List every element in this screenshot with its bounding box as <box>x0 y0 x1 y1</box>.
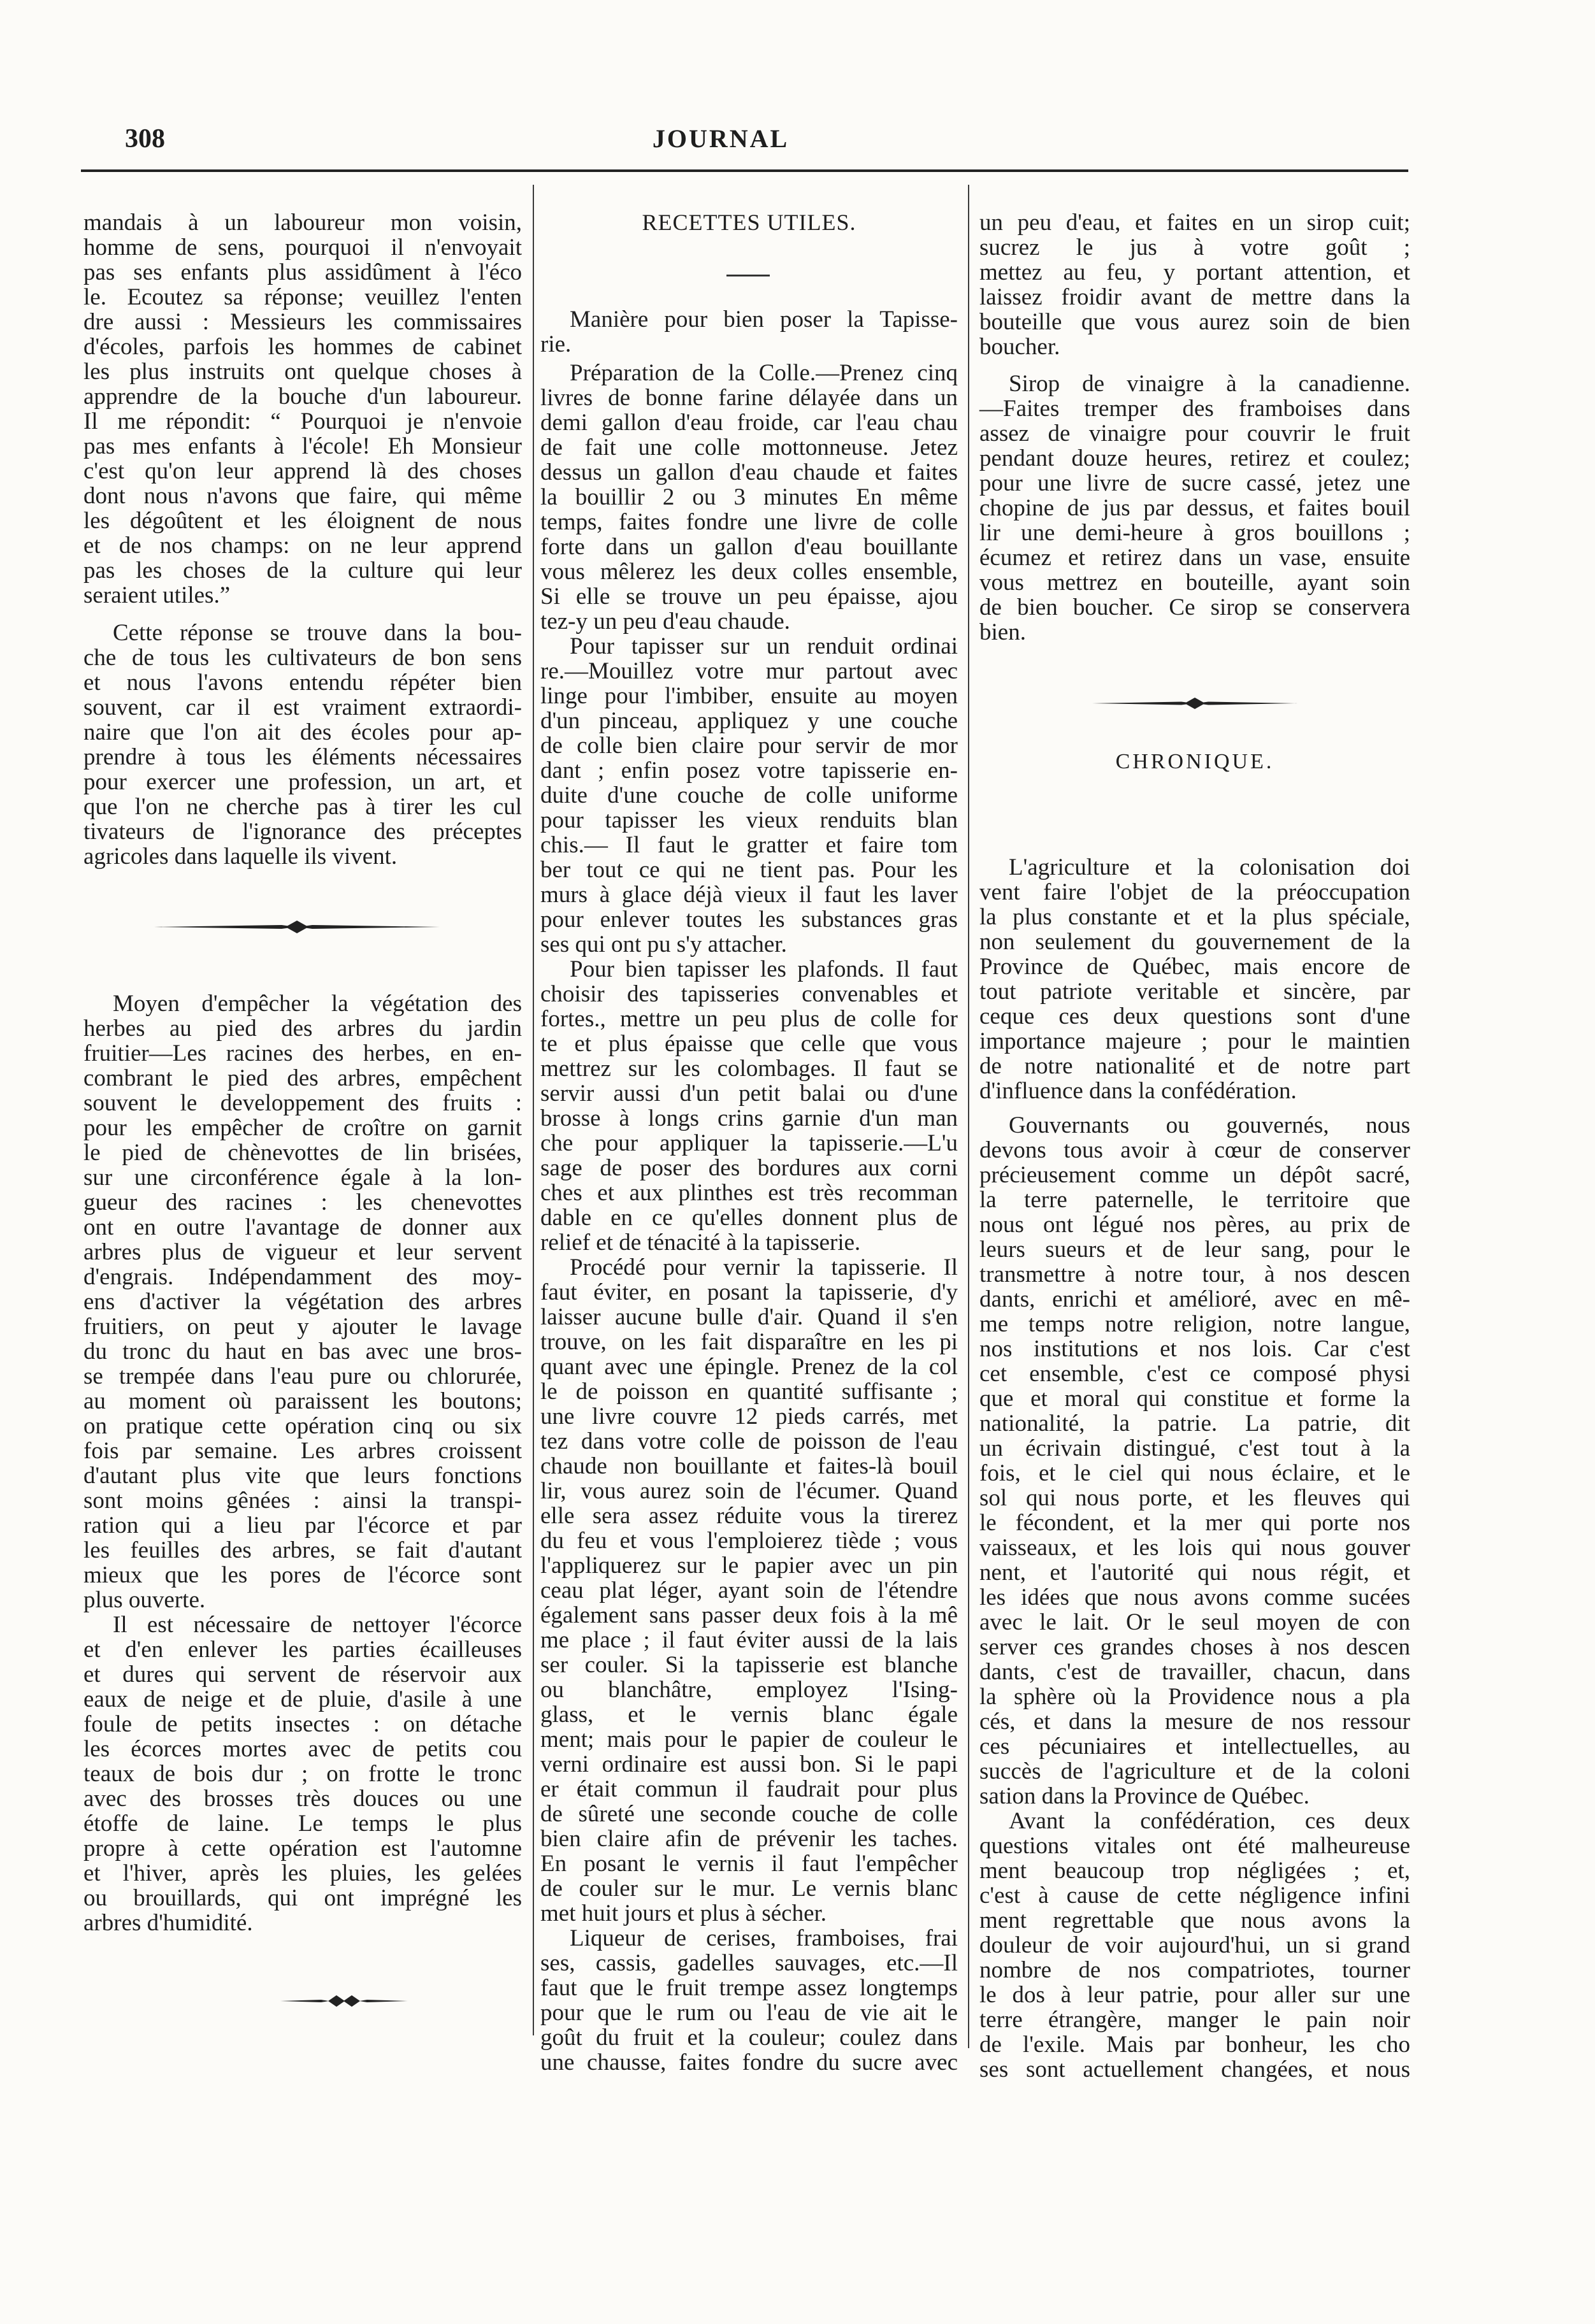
column-2 <box>540 0 958 2324</box>
text-line: nationalité, la patrie. La patrie, dit <box>979 1410 1410 1437</box>
text-line: le dos à leur patrie, pour aller sur une <box>979 1982 1410 2008</box>
text-line: chis.— Il faut le gratter et faire tom <box>540 832 958 858</box>
diamond-ornament <box>343 1995 360 2007</box>
text-line: de couler sur le mur. Le vernis blanc <box>540 1876 958 1902</box>
text-line: quant avec une épingle. Prenez de la col <box>540 1354 958 1380</box>
text-line: d'écoles, parfois les hommes de cabinet <box>83 334 522 360</box>
text-line: propre à cette opération est l'automne <box>83 1835 522 1861</box>
text-line: douleur de voir aujourd'hui, un si grand <box>979 1932 1410 1958</box>
paragraph <box>540 1255 958 1926</box>
text-line: également sans passer deux fois à la mê <box>540 1602 958 1628</box>
text-line: agricoles dans laquelle ils vivent. <box>83 843 398 870</box>
text-line: server ces grandes choses à nos descen <box>979 1634 1410 1660</box>
text-line: importance majeure ; pour le maintien <box>979 1028 1410 1054</box>
text-line: verni ordinaire est aussi bon. Si le papi <box>540 1751 958 1777</box>
text-line: pendant douze heures, retirez et coulez; <box>979 445 1410 471</box>
text-line: combrant le pied des arbres, empêchent <box>83 1065 522 1091</box>
text-line: dant ; enfin posez votre tapisserie en- <box>540 757 958 784</box>
text-line: re.—Mouillez votre mur partout avec <box>540 658 958 684</box>
paragraph <box>979 1113 1410 1809</box>
text-line: sucrez le jus à votre goût ; <box>979 234 1410 261</box>
text-line: Pour bien tapisser les plafonds. Il faut <box>570 956 958 982</box>
text-line: les plus instruits ont quelque choses à <box>83 359 522 385</box>
text-line: homme de sens, pourquoi il n'envoyait <box>83 234 522 261</box>
text-line: me temps notre religion, notre langue, <box>979 1311 1410 1337</box>
text-line: mieux que les pores de l'écorce sont <box>83 1562 522 1588</box>
text-line: d'un pinceau, appliquez y une couche <box>540 708 958 734</box>
diamond-ornament <box>328 1995 345 2007</box>
text-line: nent, et l'autorité qui nous régit, et <box>979 1560 1410 1586</box>
ornament-divider <box>1092 694 1297 712</box>
paragraph <box>979 371 1410 645</box>
column-3 <box>979 0 1410 2324</box>
text-line: Il est nécessaire de nettoyer l'écorce <box>113 1612 522 1638</box>
text-line: me place ; il faut éviter aussi de la lais <box>540 1627 958 1653</box>
text-line: questions vitales ont été malheureuse <box>979 1833 1410 1859</box>
section-title: CHRONIQUE. <box>1115 750 1274 773</box>
text-line: le pied de chènevottes de lin brisées, <box>83 1140 522 1166</box>
text-line: rie. <box>540 331 572 357</box>
text-line: En posant le vernis il faut l'empêcher <box>540 1851 958 1877</box>
text-line: la sphère où la Providence nous a pla <box>979 1684 1410 1710</box>
text-line: Sirop de vinaigre à la canadienne. <box>1009 371 1410 397</box>
text-line: non seulement du gouvernement de la <box>979 929 1410 955</box>
text-line: tivateurs de l'ignorance des préceptes <box>83 819 522 845</box>
text-line: le de poisson en quantité suffisante ; <box>540 1379 958 1405</box>
text-line: tout patriote veritable et sincère, par <box>979 979 1410 1005</box>
text-line: nombre de nos compatriotes, tourner <box>979 1957 1410 1983</box>
text-line: se trempée dans l'eau pure ou chlorurée, <box>83 1363 522 1389</box>
text-line: cet ensemble, c'est ce composé physi <box>979 1361 1410 1387</box>
text-line: te et plus épaisse que celle que vous <box>540 1031 958 1057</box>
text-line: et dures qui servent de réservoir aux <box>83 1661 522 1688</box>
text-line: précieusement comme un dépôt sacré, <box>979 1162 1410 1188</box>
text-line: on pratique cette opération cinq ou six <box>83 1413 522 1439</box>
text-line: mettrez sur les colombages. Il faut se <box>540 1056 958 1082</box>
paragraph <box>540 1926 958 2075</box>
ornament-line <box>1092 702 1194 705</box>
text-line: sont moins gênées : ainsi la transpi- <box>83 1488 522 1514</box>
text-line: laisser aucune bulle d'air. Quand il s'en <box>540 1304 958 1330</box>
paragraph <box>540 361 958 634</box>
text-line: dont nous n'avons que faire, qui même <box>83 483 522 509</box>
paragraph <box>540 957 958 1255</box>
text-line: pour exercer une profession, un art, et <box>83 769 522 795</box>
text-line: du feu et vous l'emploierez tiède ; vous <box>540 1528 958 1554</box>
text-line: pour enlever toutes les substances gras <box>540 907 958 933</box>
text-line: vaisseaux, et les lois qui nous gouver <box>979 1535 1410 1561</box>
text-line: ration qui a lieu par l'écorce et par <box>83 1512 522 1539</box>
section-title: RECETTES UTILES. <box>642 210 856 235</box>
text-line: c'est à cause de cette négligence infini <box>979 1883 1410 1909</box>
text-line: pas ses enfants plus assidûment à l'éco <box>83 259 522 285</box>
text-line: le. Ecoutez sa réponse; veuillez l'enten <box>83 284 522 310</box>
text-line: bien claire afin de prévenir les taches. <box>540 1826 958 1852</box>
text-line: transmettre à notre tour, à nos descen <box>979 1261 1410 1288</box>
text-line: arbres d'humidité. <box>83 1910 253 1936</box>
text-line: plus ouverte. <box>83 1587 206 1613</box>
text-line: boucher. <box>979 334 1060 360</box>
text-line: sage de poser des bordures aux corni <box>540 1155 958 1181</box>
text-line: arbres plus de vigueur et leur servent <box>83 1239 522 1265</box>
text-line: Procédé pour vernir la tapisserie. Il <box>570 1254 958 1280</box>
text-line: de notre nationalité et de notre part <box>979 1053 1410 1079</box>
text-line: dants, enrichi et amélioré, avec en mê- <box>979 1286 1410 1312</box>
text-line: pour une livre de sucre cassé, jetez une <box>979 470 1410 496</box>
text-line: tez dans votre colle de poisson de l'eau <box>540 1428 958 1454</box>
text-line: pas les choses de la culture qui leur <box>83 557 522 584</box>
text-line: murs à glace déjà vieux il faut les laver <box>540 882 958 908</box>
text-line: la bouillir 2 ou 3 minutes En même <box>540 484 958 510</box>
text-line: un écrivain distingué, c'est tout à la <box>979 1435 1410 1461</box>
paragraph <box>83 620 522 869</box>
text-line: sol qui nous porte, et les fleuves qui <box>979 1485 1410 1511</box>
text-line: d'influence dans la confédération. <box>979 1078 1297 1104</box>
page-number: 308 <box>125 124 165 154</box>
text-line: linge pour l'imbiber, ensuite au moyen <box>540 683 958 709</box>
text-line: temps, faites fondre une livre de colle <box>540 509 958 535</box>
text-line: bien. <box>979 619 1026 645</box>
ornament-divider <box>280 1993 408 2009</box>
text-line: les idées que nous avons comme sucées <box>979 1584 1410 1610</box>
text-line: cés, et dans la mesure de nos ressour <box>979 1709 1410 1735</box>
text-line: la plus constante et et la plus spéciale, <box>979 904 1410 930</box>
text-line: trouve, on les fait disparaître en les pi <box>540 1329 958 1355</box>
text-line: Si elle se trouve un peu épaisse, ajou <box>540 584 958 610</box>
text-line: et l'hiver, après les pluies, les gelées <box>83 1860 522 1886</box>
text-line: servir aussi d'un petit balai ou d'une <box>540 1080 958 1107</box>
text-line: Avant la confédération, ces deux <box>1009 1808 1410 1834</box>
text-line: terre étrangère, manger le pain noir <box>979 2007 1410 2033</box>
paragraph <box>83 1612 522 1935</box>
text-line: ses qui ont pu s'y attacher. <box>540 931 787 958</box>
text-line: ont en outre l'avantage de donner aux <box>83 1214 522 1240</box>
text-line: demi gallon d'eau froide, car l'eau chau <box>540 410 958 436</box>
text-line: livres de bonne farine délayée dans un <box>540 385 958 411</box>
text-line: une chausse, faites fondre du sucre avec <box>540 2049 958 2076</box>
text-line: pour que le rum ou l'eau de vie ait le <box>540 2000 958 2026</box>
text-line: devons tous avoir à cœur de conserver <box>979 1137 1410 1163</box>
text-line: du tronc du haut en bas avec une bros- <box>83 1338 522 1365</box>
text-line: étoffe de laine. Le temps le plus <box>83 1811 522 1837</box>
text-line: fois, et le ciel qui nous éclaire, et le <box>979 1460 1410 1486</box>
text-line: de sûreté une seconde couche de colle <box>540 1801 958 1827</box>
column-divider <box>533 185 534 2035</box>
text-line: Pour tapisser sur un renduit ordinai <box>570 633 958 659</box>
text-line: pour les empêcher de croître on garnit <box>83 1115 522 1141</box>
paragraph <box>83 210 522 608</box>
text-line: de l'exile. Mais par bonheur, les cho <box>979 2032 1410 2058</box>
text-line: et d'en enlever les parties écailleuses <box>83 1637 522 1663</box>
text-line: seraient utiles.” <box>83 582 231 608</box>
paragraph <box>540 634 958 957</box>
text-line: Il me répondit: “ Pourquoi je n'envoie <box>83 408 522 434</box>
text-line: le fécondent, et la mer qui porte nos <box>979 1510 1410 1536</box>
text-line: une livre couvre 12 pieds carrés, met <box>540 1403 958 1430</box>
text-line: duite d'une couche de colle uniforme <box>540 782 958 808</box>
text-line: che pour appliquer la tapisserie.—L'u <box>540 1130 958 1156</box>
text-line: au moment où paraissent les boutons; <box>83 1388 522 1414</box>
text-line: nos institutions et nos lois. Car c'est <box>979 1336 1410 1362</box>
text-line: prendre à tous les éléments nécessaires <box>83 744 522 770</box>
text-line: et nous l'avons entendu répéter bien <box>83 670 522 696</box>
text-line: ces pécuniaires et intellectuelles, au <box>979 1733 1410 1760</box>
text-line: que et moral qui constitue et forme la <box>979 1386 1410 1412</box>
column-1 <box>83 0 522 2324</box>
text-line: les feuilles des arbres, se fait d'autant <box>83 1537 522 1563</box>
text-line: fortes., mettre un peu plus de colle for <box>540 1006 958 1032</box>
paragraph <box>979 1809 1410 2082</box>
text-line: relief et de ténacité à la tapisserie. <box>540 1230 861 1256</box>
text-line: chopine de jus par dessus, et faites bouil <box>979 495 1410 521</box>
ornament-divider <box>154 917 440 936</box>
text-line: dants, c'est de travailler, chacun, dans <box>979 1659 1410 1685</box>
text-line: Cette réponse se trouve dans la bou- <box>113 620 522 646</box>
text-line: que l'on ne cherche pas à tirer les cul <box>83 794 522 820</box>
text-line: fruitiers, on peut y ajouter le lavage <box>83 1314 522 1340</box>
text-line: ches et aux plinthes est très recomman <box>540 1180 958 1206</box>
ornament-line <box>359 2000 408 2002</box>
text-line: herbes au pied des arbres du jardin <box>83 1015 522 1042</box>
title-underline <box>726 275 770 276</box>
text-line: che de tous les cultivateurs de bon sens <box>83 645 522 671</box>
text-line: goût du fruit et la couleur; coulez dans <box>540 2025 958 2051</box>
text-line: un peu d'eau, et faites en un sirop cuit; <box>979 210 1410 236</box>
text-line: chaude non bouillante et faites-là bouil <box>540 1453 958 1479</box>
text-line: dre aussi : Messieurs les commissaires <box>83 309 522 335</box>
diamond-ornament <box>1185 698 1205 709</box>
text-line: tez-y un peu d'eau chaude. <box>540 608 790 635</box>
text-line: faut éviter, en posant la tapisserie, d'y <box>540 1279 958 1305</box>
text-line: vous mêlerez les deux colles ensemble, <box>540 559 958 585</box>
text-line: Préparation de la Colle.—Prenez cinq <box>570 360 958 386</box>
text-line: assez de vinaigre pour couvrir le fruit <box>979 420 1410 447</box>
text-line: L'agriculture et la colonisation doi <box>1009 854 1410 880</box>
paragraph <box>979 210 1410 359</box>
text-line: mettez au feu, y portant attention, et <box>979 259 1410 285</box>
diamond-ornament <box>285 921 308 933</box>
text-line: forte dans un gallon d'eau bouillante <box>540 534 958 560</box>
text-line: Province de Québec, mais encore de <box>979 954 1410 980</box>
text-line: brosse à longs crins garnie d'un man <box>540 1105 958 1131</box>
text-line: avec des brosses très douces ou une <box>83 1786 522 1812</box>
text-line: fois par semaine. Les arbres croissent <box>83 1438 522 1464</box>
text-line: Liqueur de cerises, framboises, frai <box>570 1925 958 1951</box>
text-line: gueur des racines : les chenevottes <box>83 1189 522 1216</box>
text-line: d'engrais. Indépendamment des moy- <box>83 1264 522 1290</box>
text-line: foule de petits insectes : on détache <box>83 1711 522 1737</box>
text-line: les écorces mortes avec de petits cou <box>83 1736 522 1762</box>
text-line: ment; mais pour le papier de couleur le <box>540 1726 958 1753</box>
text-line: pas mes enfants à l'école! Eh Monsieur <box>83 433 522 459</box>
text-line: vous mettrez en bouteille, ayant soin <box>979 570 1410 596</box>
journal-title: JOURNAL <box>652 124 790 153</box>
text-line: de colle bien claire pour servir de mor <box>540 733 958 759</box>
text-line: faut que le fruit trempe assez longtemps <box>540 1975 958 2001</box>
text-line: nous ont légué nos pères, au prix de <box>979 1212 1410 1238</box>
text-line: ou brouillards, qui ont imprégné les <box>83 1885 522 1911</box>
text-line: er était commun il faudrait pour plus <box>540 1776 958 1802</box>
text-line: ber tout ce qui ne tient pas. Pour les <box>540 857 958 883</box>
paragraph <box>83 991 522 1612</box>
text-line: ses sont actuellement changées, et nous <box>979 2056 1410 2083</box>
paragraph <box>979 855 1410 1103</box>
text-line: laissez froidir avant de mettre dans la <box>979 284 1410 310</box>
text-line: Moyen d'empêcher la végétation des <box>113 991 522 1017</box>
text-line: sation dans la Province de Québec. <box>979 1783 1310 1809</box>
text-line: l'appliquerez sur le papier avec un pin <box>540 1553 958 1579</box>
text-line: ment regrettable que nous avons la <box>979 1907 1410 1933</box>
text-line: fruitier—Les racines des herbes, en en- <box>83 1040 522 1066</box>
text-line: eaux de neige et de pluie, d'asile à une <box>83 1686 522 1712</box>
text-line: c'est qu'on leur apprend là des choses <box>83 458 522 484</box>
ornament-line <box>1196 702 1297 705</box>
text-line: souvent, car il est vraiment extraordi- <box>83 694 522 721</box>
text-line: Manière pour bien poser la Tapisse- <box>570 306 958 333</box>
text-line: ceque ces deux questions sont d'une <box>979 1003 1410 1029</box>
ornament-line <box>298 925 440 929</box>
text-line: dessus un gallon d'eau chaude et faites <box>540 459 958 485</box>
text-line: et de nos champs: on ne leur apprend <box>83 533 522 559</box>
text-line: d'autant plus vite que leurs fonctions <box>83 1463 522 1489</box>
text-line: glass, et le vernis blanc égale <box>540 1702 958 1728</box>
text-line: les dégoûtent et les éloignent de nous <box>83 508 522 534</box>
text-line: choisir des tapisseries convenables et <box>540 981 958 1007</box>
text-line: souvent le developpement des fruits : <box>83 1090 522 1116</box>
ornament-line <box>280 2000 329 2002</box>
text-line: la terre paternelle, le territoire que <box>979 1187 1410 1213</box>
text-line: vent faire l'objet de la préoccupation <box>979 879 1410 905</box>
text-line: lir une demi-heure à gros bouillons ; <box>979 520 1410 546</box>
text-line: Gouvernants ou gouvernés, nous <box>1009 1112 1410 1138</box>
text-line: dable en ce qu'elles donnent plus de <box>540 1205 958 1231</box>
text-line: bouteille que vous aurez soin de bien <box>979 309 1410 335</box>
column-divider <box>968 185 969 2048</box>
text-line: sur une circonférence égale à la lon- <box>83 1165 522 1191</box>
text-line: ses, cassis, gadelles sauvages, etc.—Il <box>540 1950 958 1976</box>
text-line: mandais à un laboureur mon voisin, <box>83 210 522 236</box>
text-line: apprendre de la bouche d'un laboureur. <box>83 384 522 410</box>
text-line: de bien boucher. Ce sirop se conservera <box>979 594 1410 620</box>
ornament-line <box>154 925 296 929</box>
text-line: teaux de bois dur ; on frotte le tronc <box>83 1761 522 1787</box>
text-line: avec le lait. Or le seul moyen de con <box>979 1609 1410 1635</box>
text-line: ceau plat léger, ayant soin de l'étendre <box>540 1577 958 1603</box>
text-line: met huit jours et plus à sécher. <box>540 1900 827 1926</box>
text-line: ment beaucoup trop négligées ; et, <box>979 1858 1410 1884</box>
subheading <box>540 307 958 357</box>
text-line: ser couler. Si la tapisserie est blanche <box>540 1652 958 1678</box>
text-line: naire que l'on ait des écoles pour ap- <box>83 719 522 745</box>
text-line: —Faites tremper des framboises dans <box>979 396 1410 422</box>
text-line: leurs sueurs et de leur sang, pour le <box>979 1237 1410 1263</box>
text-line: lir, vous aurez soin de l'écumer. Quand <box>540 1478 958 1504</box>
text-line: pour tapisser les vieux renduits blan <box>540 807 958 833</box>
text-line: elle sera assez réduite vous la tirerez <box>540 1503 958 1529</box>
text-line: ens d'activer la végétation des arbres <box>83 1289 522 1315</box>
text-line: ou blanchâtre, employez l'Ising- <box>540 1677 958 1703</box>
text-line: écumez et retirez dans un vase, ensuite <box>979 545 1410 571</box>
text-line: de fait une colle mottonneuse. Jetez <box>540 434 958 461</box>
text-line: succès de l'agriculture et de la coloni <box>979 1758 1410 1784</box>
